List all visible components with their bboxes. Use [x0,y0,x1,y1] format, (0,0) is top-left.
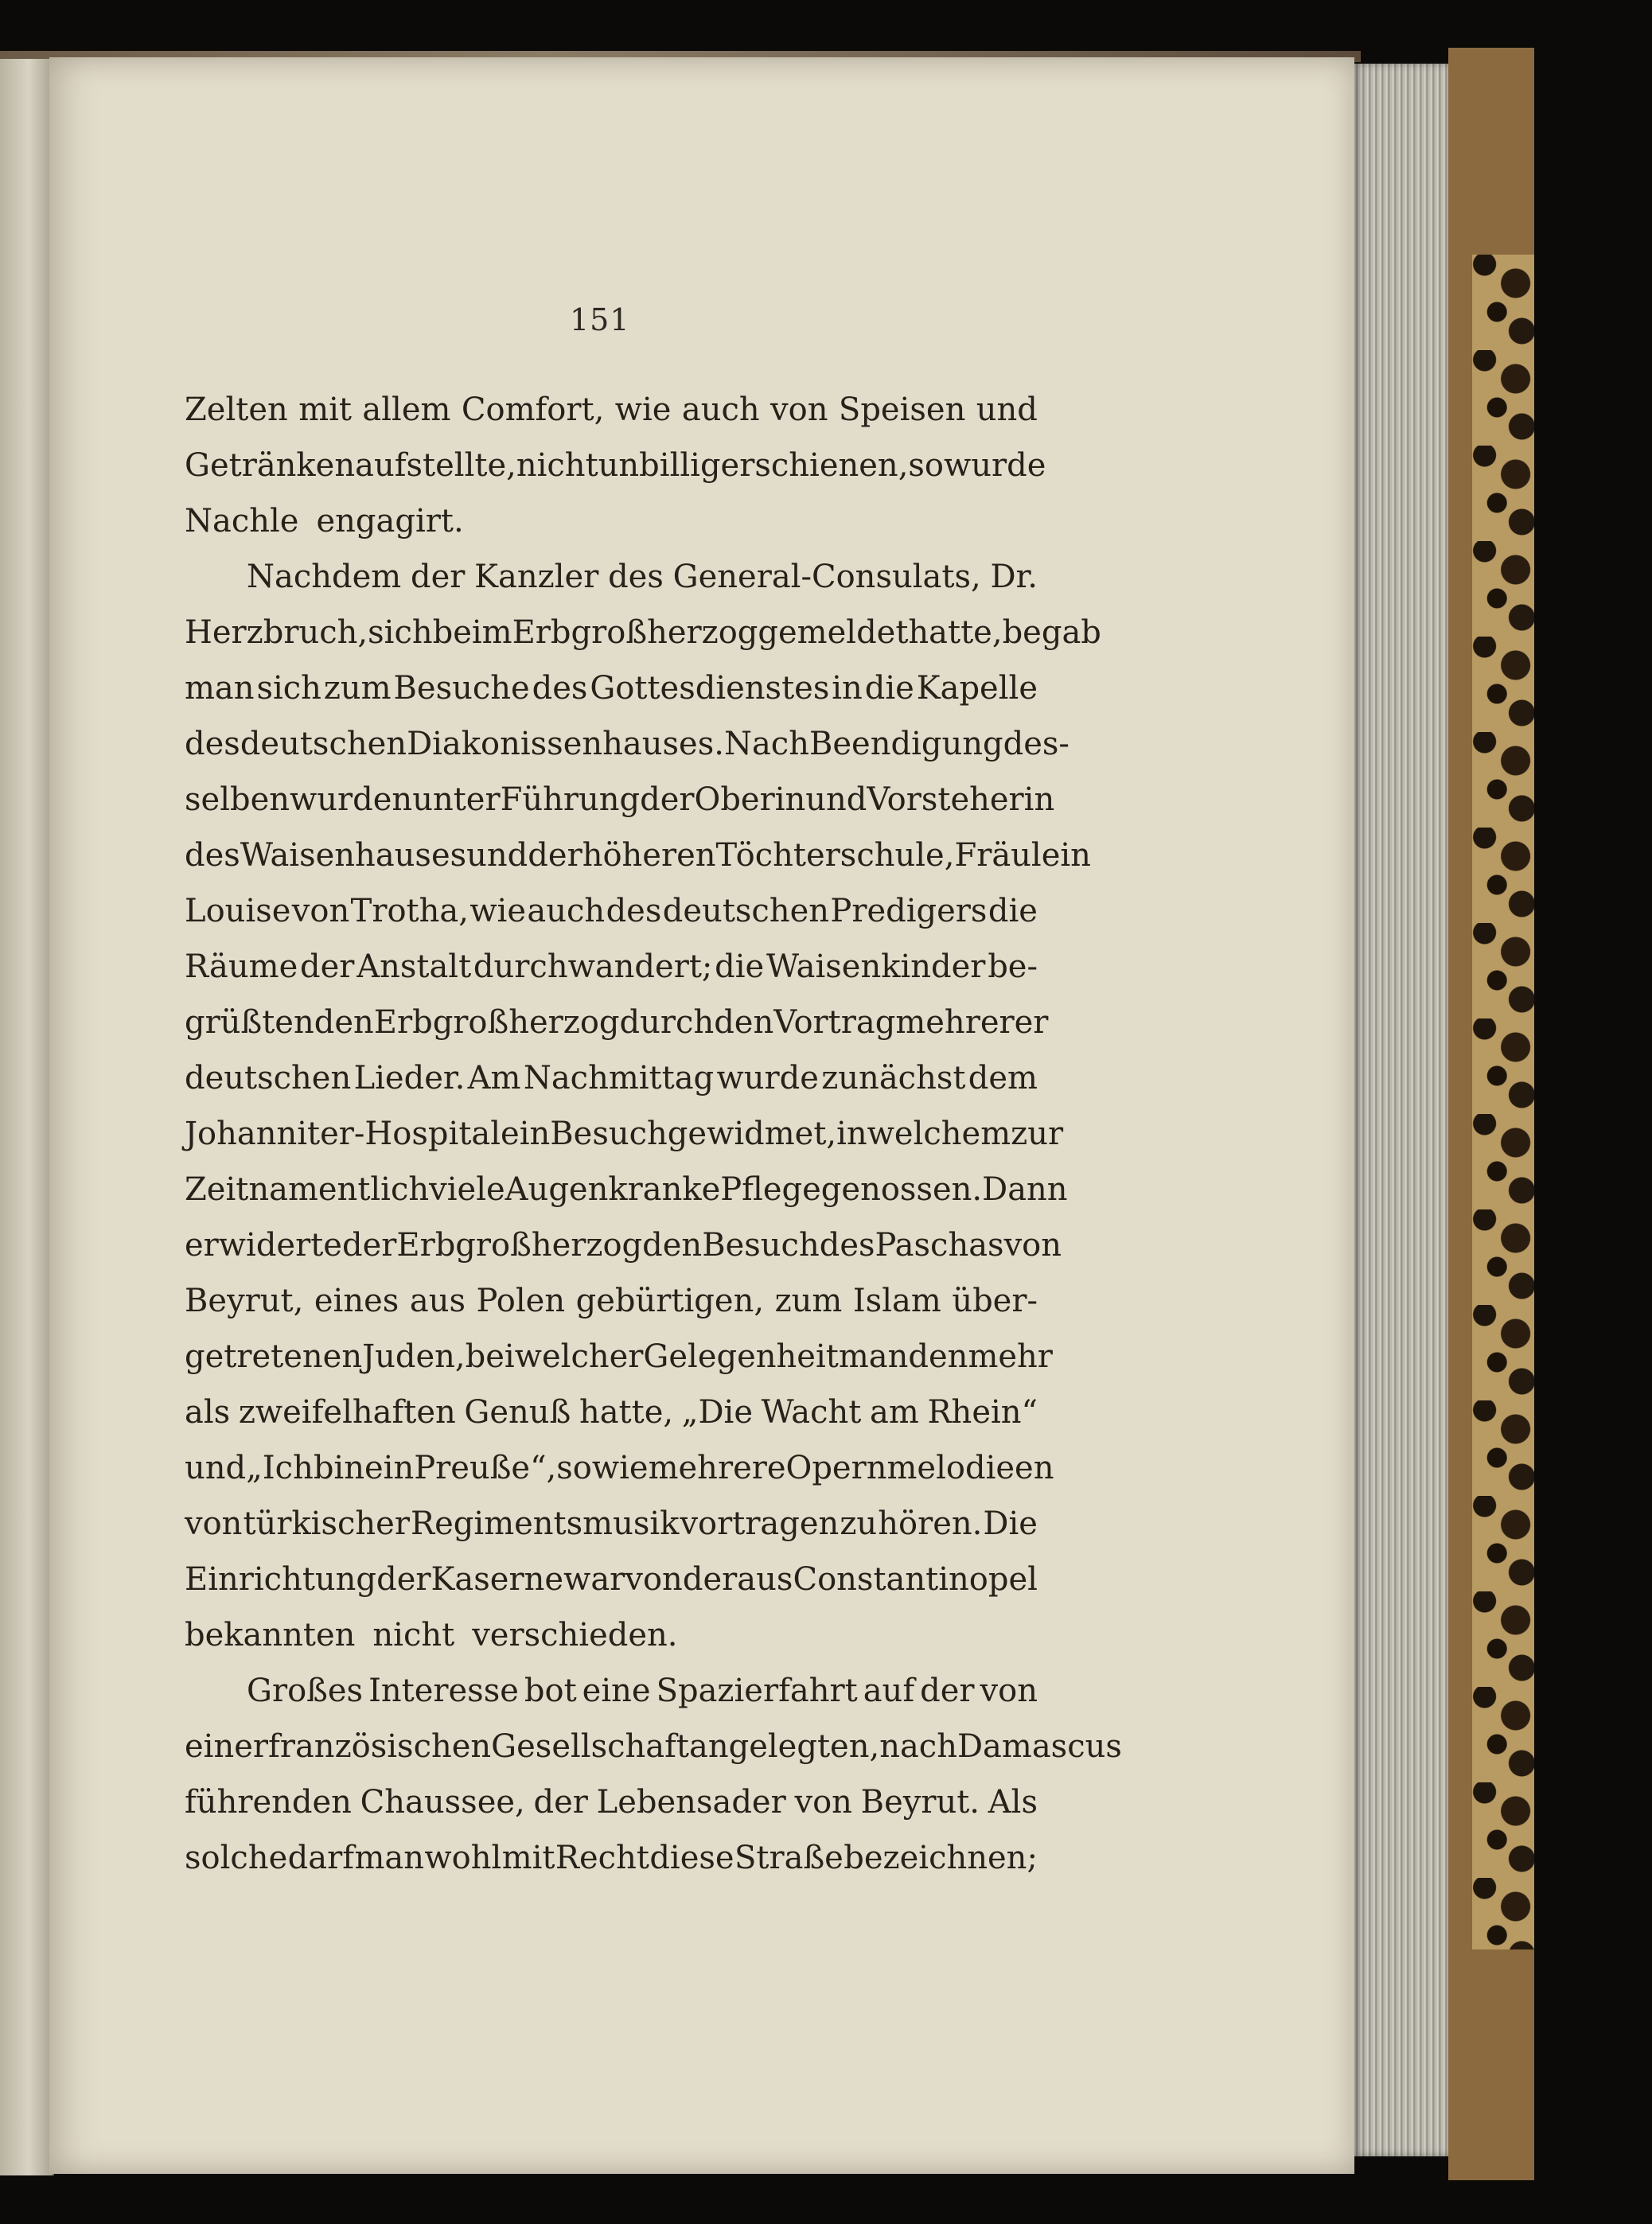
word: engagirt. [316,503,464,539]
word: Louise [185,893,291,929]
word: erschienen, [720,447,909,484]
text-line [185,1329,1053,1385]
word: gebürtigen, [575,1283,765,1319]
word: beim [432,614,512,651]
text-line [185,605,1101,660]
word: des- [1003,726,1070,762]
word: wurde [944,447,1046,484]
word: mehrere [648,1450,786,1486]
text-line [185,1273,1038,1329]
word: der [533,1784,588,1821]
word: selben [185,781,290,818]
text-line [185,1663,1038,1719]
word: man [838,1338,909,1375]
word: Nachmittag [523,1060,715,1096]
word: bekannten [185,1617,356,1653]
word: verschieden. [472,1617,678,1653]
word: deutschen [662,893,830,929]
word: nicht [516,447,598,484]
word: ein [501,1116,551,1152]
word: Rhein“ [927,1394,1038,1431]
word: des [185,837,240,874]
word: namentlich [248,1171,430,1208]
word: des [606,893,662,929]
word: aus [737,1561,793,1598]
word: Polen [476,1283,566,1319]
word: Speisen [838,391,966,428]
word: zum [774,1283,843,1319]
word: durch [619,1004,715,1041]
word: zunächst [821,1060,966,1096]
word: Preuße“, [414,1450,557,1486]
word: führenden [185,1784,352,1821]
word: Recht [555,1840,649,1876]
word: und [185,1450,247,1486]
word: mehrerer [895,1004,1049,1041]
text-line [185,1719,1122,1774]
word: getretenen [185,1338,363,1375]
word: türkischer [243,1505,410,1542]
word: dem [968,1060,1038,1096]
word: wurden [290,781,413,818]
word: so [908,447,945,484]
page-number: 151 [570,302,630,337]
word: des [608,559,664,595]
word: in [836,1116,867,1152]
word: auch [527,893,606,929]
word: und [466,837,528,874]
text-line [185,1552,1038,1607]
word: der [341,1227,397,1264]
word: Comfort, [461,391,605,428]
word: be- [988,948,1038,985]
word: Pflege [720,1171,821,1208]
word: auch [681,391,760,428]
word: „Die [681,1394,753,1431]
word: zum [323,670,392,707]
word: höheren [582,837,716,874]
text-line [185,1774,1038,1830]
word: zweifelhaften [238,1394,456,1431]
word: eine [582,1673,651,1709]
word: nicht [372,1617,455,1653]
word: in [832,670,863,707]
word: Getränken [185,447,356,484]
text-line [185,939,1038,995]
text-line [185,493,1038,549]
text-line [185,1830,1038,1886]
word: Constantinopel [793,1561,1038,1598]
word: bei [465,1338,515,1375]
word: man [185,670,255,707]
word: von [980,1673,1038,1709]
word: darf [287,1840,355,1876]
word: gewidmet, [667,1116,837,1152]
word: aus [409,1283,466,1319]
word: Vortrag [773,1004,896,1041]
body-text [185,382,1122,1886]
word: Am [467,1060,521,1096]
word: Führung [500,781,641,818]
word: der [920,1673,975,1709]
word: bezeichnen; [844,1840,1038,1876]
word: Kanzler [474,559,599,595]
word: wurde [716,1060,819,1096]
word: Die [983,1505,1038,1542]
word: Zelten [185,391,288,428]
word: mit [501,1840,555,1876]
word: der [640,781,695,818]
word: als [185,1394,231,1431]
word: des [532,670,588,707]
word: genossen. [820,1171,983,1208]
word: erwiderte [185,1227,342,1264]
marbled-cover-edge [1472,255,1534,1949]
word: Erbgroßherzog [373,1004,620,1041]
word: Diakonissenhauses. [407,726,724,762]
word: Beyrut. [860,1784,980,1821]
word: Gelegenheit [643,1338,839,1375]
word: Predigers [830,893,988,929]
word: hatte, [579,1394,674,1431]
word: Lieder. [353,1060,466,1096]
word: deutschen [185,1060,352,1096]
page-fore-edge [1353,64,1448,2156]
word: von [185,1505,243,1542]
word: aufstellte, [355,447,516,484]
word: Anstalt [357,948,472,985]
word: Herzbruch, [185,614,368,651]
word: welcher [514,1338,644,1375]
text-line [185,438,1046,493]
text-line [185,828,1091,883]
word: auf [863,1673,915,1709]
word: Kapelle [916,670,1038,707]
word: Räume [185,948,298,985]
word: durchwandert; [473,948,713,985]
word: Waisenhauses [240,837,467,874]
word: Erbgroßherzog [396,1227,643,1264]
word: Wacht [761,1394,862,1431]
text-line [185,660,1038,716]
word: Regimentsmusik [411,1505,680,1542]
word: mit [298,391,352,428]
word: zur [1011,1116,1064,1152]
text-line [185,1496,1038,1552]
word: und [805,781,867,818]
word: wie [614,391,672,428]
word: diese [649,1840,734,1876]
word: Besuche [393,670,530,707]
word: Besuch [702,1227,820,1264]
word: von [770,391,828,428]
word: der [410,559,466,595]
word: Lebensader [596,1784,786,1821]
word: Juden, [362,1338,466,1375]
word: den [714,1004,774,1041]
word: hören. [878,1505,983,1542]
word: den [908,1338,968,1375]
text-line [185,995,1049,1050]
word: Johanniter-Hospital [185,1116,501,1152]
word: die [864,670,914,707]
word: sich [368,614,433,651]
word: vortragen [680,1505,840,1542]
text-line [185,772,1055,828]
word: begab [1002,614,1101,651]
word: die [988,893,1038,929]
text-line [185,1106,1064,1162]
word: welchem [867,1116,1011,1152]
word: Kaserne [431,1561,564,1598]
word: Nach [723,726,809,762]
word: angelegten, [689,1728,880,1765]
word: Interesse [368,1673,519,1709]
word: eines [314,1283,399,1319]
text-line [185,1162,1068,1217]
text-line [185,883,1038,939]
word: der [300,948,355,985]
word: Dr. [990,559,1038,595]
word: allem [362,391,451,428]
word: Straße [734,1840,844,1876]
word: Oberin [694,781,806,818]
word: französischen [268,1728,492,1765]
word: des [819,1227,875,1264]
word: des [185,726,240,762]
word: unter [412,781,501,818]
word: sowie [556,1450,649,1486]
word: General-Consulats, [672,559,981,595]
word: Vorsteherin [867,781,1055,818]
left-page-edge [0,59,54,2175]
word: Besuch [550,1116,668,1152]
word: Augenkranke [505,1171,721,1208]
word: Gesellschaft [491,1728,689,1765]
word: Nachdem [247,559,402,595]
text-line [185,382,1038,438]
word: man [354,1840,424,1876]
word: Islam [852,1283,941,1319]
word: Trotha, [350,893,469,929]
word: über- [952,1283,1038,1319]
word: Beendigung [808,726,1003,762]
word: Töchterschule, [715,837,955,874]
word: nach [879,1728,957,1765]
word: Beyrut, [185,1283,304,1319]
word: und [976,391,1038,428]
word: mehr [968,1338,1053,1375]
word: Als [988,1784,1038,1821]
text-line [185,1385,1038,1440]
word: bin [313,1450,364,1486]
word: der [528,837,582,874]
word: Nachle [185,503,299,539]
text-line [185,549,1038,605]
word: unbillig [598,447,721,484]
word: gemeldet [758,614,909,651]
word: Chaussee, [360,1784,525,1821]
text-line [185,1050,1038,1106]
word: Großes [247,1673,364,1709]
word: ein [364,1450,415,1486]
word: Spazierfahrt [656,1673,858,1709]
word: von [794,1784,852,1821]
word: „Ich [246,1450,314,1486]
word: sich [256,670,321,707]
word: Fräulein [954,837,1091,874]
word: von [625,1561,683,1598]
text-line [185,1607,1038,1663]
word: Erbgroßherzog [512,614,758,651]
word: Damascus [957,1728,1122,1765]
word: viele [429,1171,505,1208]
word: von [291,893,350,929]
text-line [185,716,1070,772]
word: der [682,1561,738,1598]
word: zu [840,1505,878,1542]
text-line [185,1217,1062,1273]
word: war [563,1561,625,1598]
word: Einrichtung [185,1561,377,1598]
word: den [642,1227,703,1264]
word: Opernmelodieen [785,1450,1054,1486]
word: solche [185,1840,288,1876]
word: den [314,1004,374,1041]
text-line [185,1440,1054,1496]
word: deutschen [240,726,407,762]
word: wohl [424,1840,502,1876]
word: Genuß [464,1394,571,1431]
word: Dann [982,1171,1068,1208]
word: grüßten [185,1004,314,1041]
word: hatte, [908,614,1003,651]
word: Gottesdienstes [590,670,830,707]
word: der [376,1561,431,1598]
word: Waisenkinder [766,948,986,985]
word: wie [469,893,527,929]
word: Zeit [185,1171,249,1208]
word: am [870,1394,919,1431]
word: die [715,948,765,985]
word: bot [524,1673,577,1709]
word: Paschas [875,1227,1004,1264]
word: einer [185,1728,269,1765]
word: von [1003,1227,1062,1264]
